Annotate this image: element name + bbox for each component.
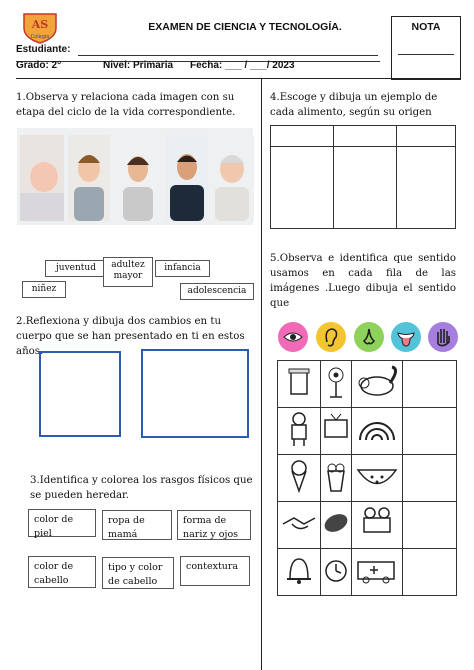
baby-photo xyxy=(20,135,64,221)
adult-photo xyxy=(166,135,208,221)
picture-cell xyxy=(352,408,403,455)
ice-cream-icon xyxy=(278,455,320,497)
word-card-old-age[interactable]: adultez mayor xyxy=(103,257,153,287)
elder-photo xyxy=(210,135,254,221)
picture-cell xyxy=(352,502,403,549)
grade-box-label: NOTA xyxy=(411,21,441,33)
picture-cell xyxy=(352,549,403,596)
trash-can-icon xyxy=(278,361,320,403)
drawing-box-2[interactable] xyxy=(141,349,249,438)
trait-card-hair-color[interactable]: color de cabello xyxy=(28,556,96,588)
picture-cell xyxy=(278,549,321,596)
answer-cell[interactable] xyxy=(403,361,457,408)
ambulance-icon xyxy=(352,549,402,591)
picture-cell xyxy=(352,361,403,408)
bell-icon xyxy=(278,549,320,591)
picture-cell xyxy=(321,549,352,596)
picture-cell xyxy=(278,502,321,549)
rainbow-icon xyxy=(352,408,402,450)
word-card-youth[interactable]: juventud xyxy=(45,260,107,277)
table-header-cell xyxy=(271,126,334,147)
football-icon xyxy=(321,502,351,544)
word-card-childhood[interactable]: niñez xyxy=(22,281,66,298)
picture-cell xyxy=(278,361,321,408)
date-label: Fecha: ___ / ___/ 2023 xyxy=(190,60,295,71)
child-photo xyxy=(68,135,110,221)
table-drawing-cell[interactable] xyxy=(397,147,456,229)
ear-icon xyxy=(316,322,346,352)
picture-cell xyxy=(352,455,403,502)
picture-cell xyxy=(321,361,352,408)
tongue-icon xyxy=(391,322,421,352)
picture-cell xyxy=(278,455,321,502)
question-5: 5.Observa e identifica que sentido usamos en cada fila de las imágenes .Luego dibuja el sentido que xyxy=(270,253,456,309)
table-header-cell xyxy=(334,126,397,147)
school-logo xyxy=(20,10,60,44)
column-divider xyxy=(261,78,262,670)
trait-card-skin-color[interactable]: color de piel xyxy=(28,509,96,537)
watermelon-icon xyxy=(352,455,402,497)
alarm-clock-icon xyxy=(321,549,351,591)
student-name-field[interactable] xyxy=(78,55,378,56)
nose-icon xyxy=(354,322,384,352)
table-drawing-cell[interactable] xyxy=(271,147,334,229)
question-1: 1.Observa y relaciona cada imagen con su etapa del ciclo de la vida correspondiente. xyxy=(16,92,236,118)
word-card-adolescence[interactable]: adolescencia xyxy=(180,283,254,300)
table-drawing-cell[interactable] xyxy=(334,147,397,229)
skunk-icon xyxy=(352,361,402,403)
popcorn-icon xyxy=(321,455,351,497)
eye-icon xyxy=(278,322,308,352)
answer-cell[interactable] xyxy=(403,408,457,455)
answer-cell[interactable] xyxy=(403,549,457,596)
trait-card-build[interactable]: contextura xyxy=(180,556,250,586)
picture-cell xyxy=(321,502,352,549)
svg-text:AS: AS xyxy=(31,18,49,31)
level-label: Nivel: Primaria xyxy=(103,60,174,71)
word-card-infancy[interactable]: infancia xyxy=(155,260,210,277)
hand-icon xyxy=(428,322,458,352)
picture-cell xyxy=(321,455,352,502)
trait-card-nose-eyes[interactable]: forma de nariz y ojos xyxy=(177,510,251,540)
exam-title: EXAMEN DE CIENCIA Y TECNOLOGÍA. xyxy=(148,21,342,33)
question-2: 2.Reflexiona y dibuja dos cambios en tu cuerpo que se han presentado en ti en estos años. xyxy=(16,316,245,357)
senses-table[interactable] xyxy=(277,360,457,596)
student-label: Estudiante: xyxy=(16,44,71,55)
page-divider xyxy=(16,78,460,79)
grade-box-line xyxy=(398,54,454,55)
trait-card-moms-clothes[interactable]: ropa de mamá xyxy=(102,510,172,540)
flower-icon xyxy=(321,361,351,403)
drawing-box-1[interactable] xyxy=(39,351,121,437)
answer-cell[interactable] xyxy=(403,502,457,549)
handshake-icon xyxy=(278,502,320,544)
child-listening-icon xyxy=(278,408,320,450)
table-header-cell xyxy=(397,126,456,147)
grade-label: Grado: 2° xyxy=(16,60,62,71)
answer-cell[interactable] xyxy=(403,455,457,502)
question-3: 3.Identifica y colorea los rasgos físicos que se pueden heredar. xyxy=(30,475,253,501)
tv-icon xyxy=(321,408,351,450)
picture-cell xyxy=(278,408,321,455)
picture-cell xyxy=(321,408,352,455)
children-hugging-icon xyxy=(352,502,402,544)
food-origin-table[interactable] xyxy=(270,125,456,229)
svg-text:Colegio: Colegio xyxy=(30,34,50,40)
question-4: 4.Escoge y dibuja un ejemplo de cada alimento, según su origen xyxy=(270,92,438,118)
trait-card-hair-type[interactable]: tipo y color de cabello xyxy=(102,557,174,589)
teen-photo xyxy=(118,135,158,221)
